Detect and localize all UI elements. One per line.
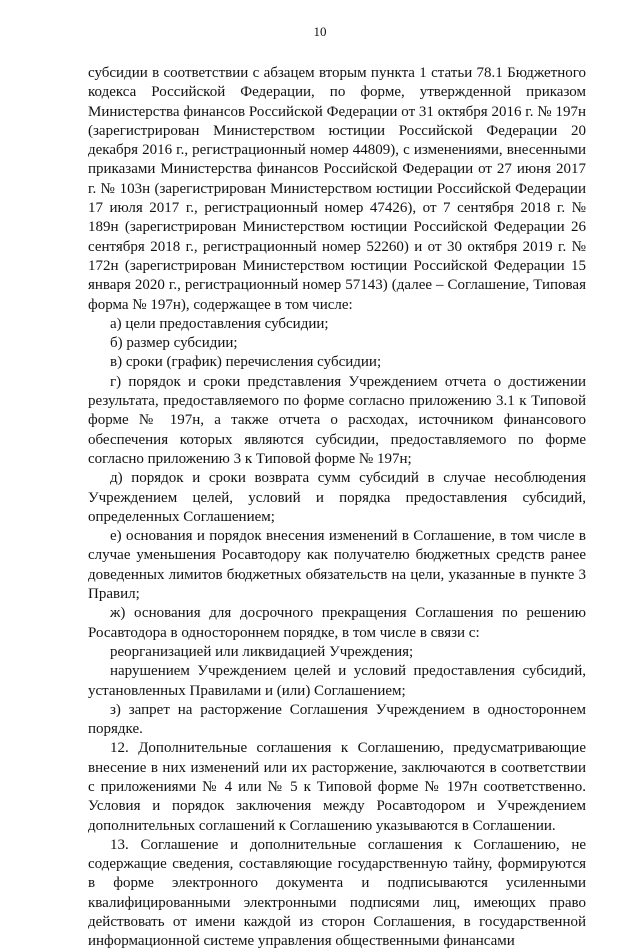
list-item-b: б) размер субсидии;: [110, 335, 238, 352]
list-item-g: г) порядок и сроки представления Учреждением отчета о достижении результата, предоставляемого по форме согласно приложению 3.1 к Типовой форме № 197н, а также отчета о расходах, источником финансового обеспечения которых являются субсидии, предоставляемого по форме согласно приложению 3 к Типовой форме № 197н;: [88, 373, 586, 467]
page-number: 10: [313, 24, 327, 39]
clause-13: 13. Соглашение и дополнительные соглашения к Соглашению, не содержащие сведения, составляющие государственную тайну, формируются в форме электронного документа и подписываются усиленными квалифицированными электронными подписями лиц, имеющих право действовать от имени каждой из сторон Соглашения, в государственной информационной системе управления общественными финансами: [88, 836, 586, 950]
sub-item-violation: нарушением Учреждением целей и условий предоставления субсидий, установленных Правилами и (или) Соглашением;: [88, 663, 586, 699]
list-item-a: а) цели предоставления субсидии;: [110, 315, 329, 332]
paragraph-continuation: субсидии в соответствии с абзацем вторым пункта 1 статьи 78.1 Бюджетного кодекса Российской Федерации, по форме, утвержденной приказом Министерства финансов Российской Федерации от 31 октября 2016 г. № 197н (зарегистрирован Министерством юстиции Российской Федерации 20 декабря 2016 г., регистрационный номер 44809), с изменениями, внесенными приказами Министерства финансов Российской Федерации от 27 июня 2017 г. № 103н (зарегистрирован Министерством юстиции Российской Федерации 17 июля 2017 г., регистрационный номер 47426), от 7 сентября 2018 г. № 189н (зарегистрирован Министерством юстиции Российской Федерации 26 сентября 2018 г., регистрационный номер 52260) и от 30 октября 2019 г. № 172н (зарегистрирован Министерством юстиции Российской Федерации 15 января 2020 г., регистрационный номер 57143) (далее – Соглашение, Типовая форма № 197н), содержащее в том числе:: [88, 65, 586, 313]
list-item-z: з) запрет на расторжение Соглашения Учреждением в одностороннем порядке.: [88, 701, 586, 738]
sub-item-reorganization: реорганизацией или ликвидацией Учреждения;: [110, 643, 414, 660]
clause-12: 12. Дополнительные соглашения к Соглашению, предусматривающие внесение в них изменений или их расторжение, заключаются в соответствии с приложениями № 4 или № 5 к Типовой форме № 197н соответственно. Условия и порядок заключения между Росавтодором и Учреждением дополнительных соглашений к Соглашению указываются в Соглашении.: [88, 740, 586, 834]
list-item-zh: ж) основания для досрочного прекращения Соглашения по решению Росавтодора в одностороннем порядке, в том числе в связи с:: [88, 605, 586, 641]
list-item-e: е) основания и порядок внесения изменений в Соглашение, в том числе в случае уменьшения Росавтодору как получателю бюджетных средств ранее доведенных лимитов бюджетных обязательств на цели, указанные в пункте 3 Правил;: [88, 528, 586, 603]
document-body: [88, 64, 586, 952]
list-item-d: д) порядок и сроки возврата сумм субсидий в случае несоблюдения Учреждением целей, условий и порядка предоставления субсидий, определенных Соглашением;: [88, 470, 586, 525]
list-item-v: в) сроки (график) перечисления субсидии;: [110, 354, 382, 371]
